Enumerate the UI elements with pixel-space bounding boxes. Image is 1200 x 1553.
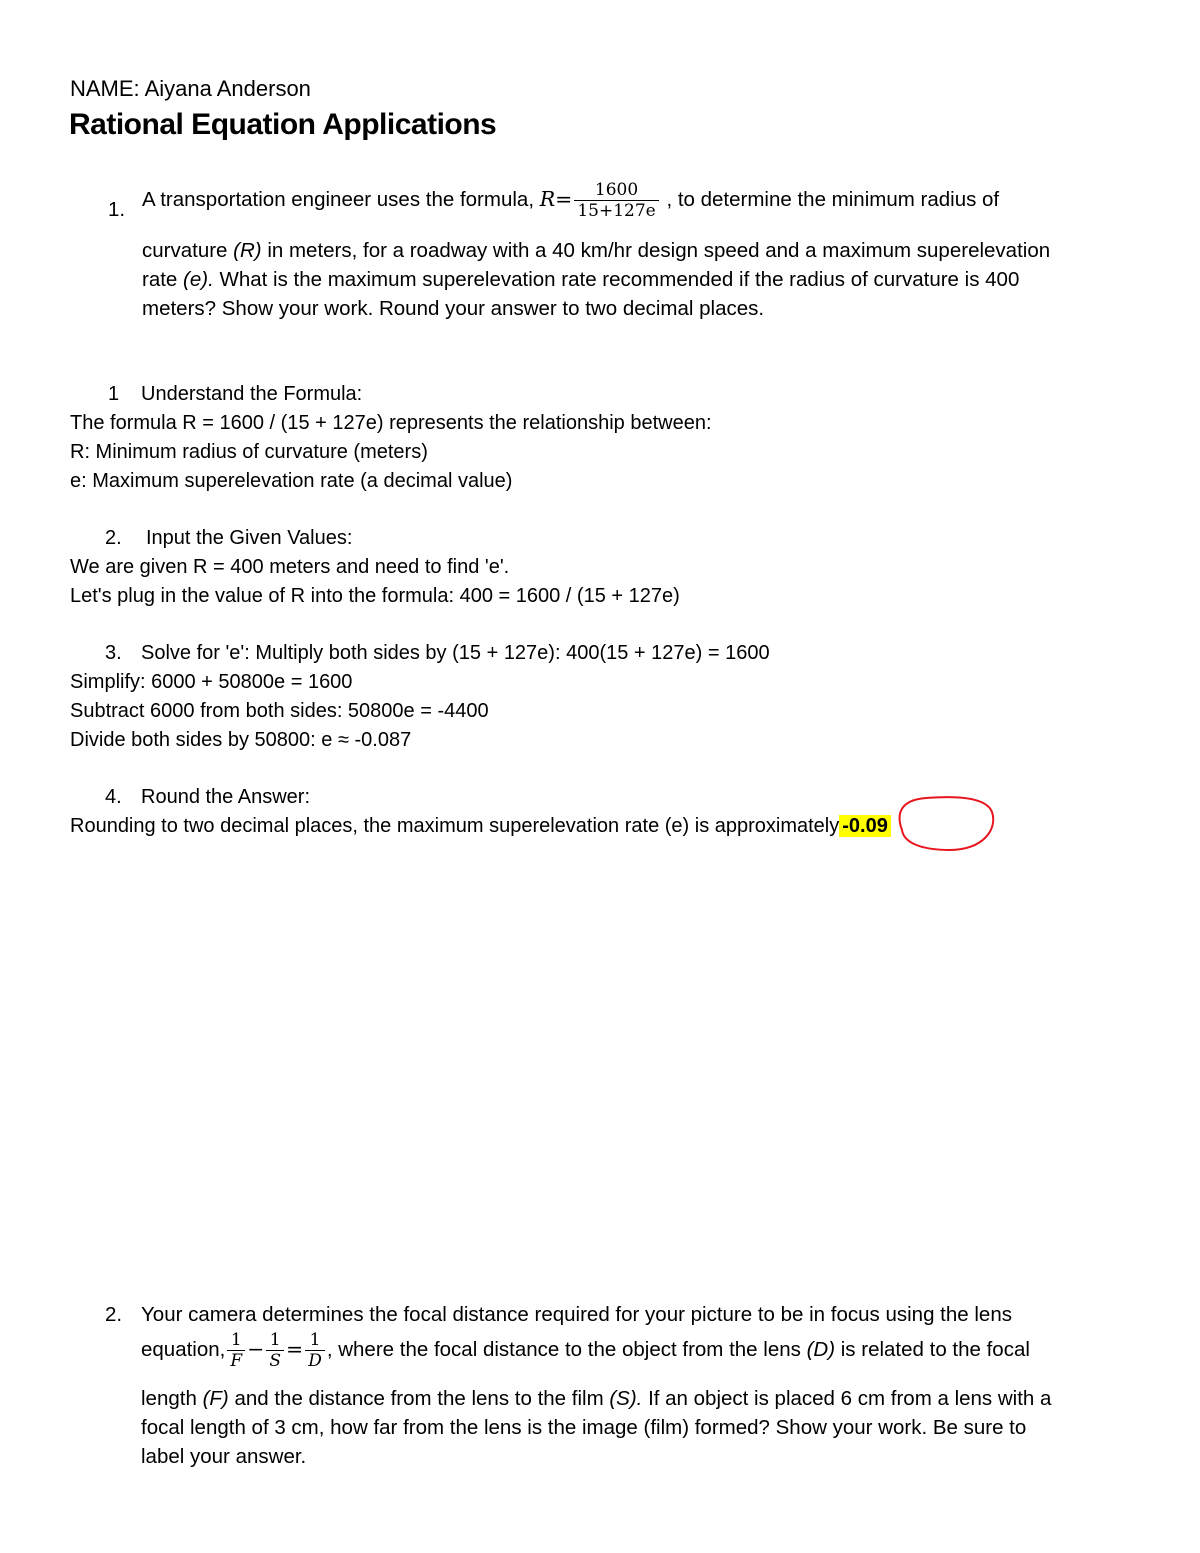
final-answer-highlight: -0.09 <box>839 815 891 837</box>
question2-number: 2. <box>105 1303 123 1326</box>
question2-line3: length (F) and the distance from the lens to the film (S). If an object is placed 6 cm from a lens with a <box>141 1387 1052 1410</box>
question2-line5: label your answer. <box>141 1445 307 1468</box>
question2-line2: equation, $\frac{1}{F}$ − $\frac{1}{S}$ = $\frac{1}{D}$ , where the focal distance to the object from the lens (D) is related to the focal <box>141 1330 1030 1371</box>
step4-number: 4. <box>105 786 122 808</box>
equals-sign: = <box>286 1336 304 1361</box>
step2-number: 2. <box>105 527 122 549</box>
step4-text: Rounding to two decimal places, the maximum superelevation rate (e) is approximately <box>70 815 840 837</box>
question2-line1: Your camera determines the focal distance required for your picture to be in focus using the lens <box>141 1303 1012 1326</box>
step3-title: Solve for 'e': Multiply both sides by (15 + 127e): 400(15 + 127e) = 1600 <box>141 642 770 664</box>
page-title: Rational Equation Applications <box>69 108 497 141</box>
lens-fraction-1: $\frac{1}{F}$ <box>227 1330 245 1371</box>
question1-text-before: A transportation engineer uses the formula, <box>142 187 535 211</box>
step1-line3: e: Maximum superelevation rate (a decimal value) <box>70 470 513 492</box>
name-line: NAME: Aiyana Anderson <box>70 76 311 101</box>
step1-number: 1 <box>108 383 120 405</box>
step2-line1: We are given R = 400 meters and need to find 'e'. <box>70 556 510 578</box>
step3-line3: Divide both sides by 50800: e ≈ -0.087 <box>70 729 412 751</box>
question2-line4: focal length of 3 cm, how far from the lens is the image (film) formed? Show your work. Be sure to <box>141 1416 1027 1439</box>
step4-line1 <box>70 815 891 838</box>
question1-line1 <box>142 180 999 221</box>
question1-line4: meters? Show your work. Round your answer to two decimal places. <box>142 297 765 320</box>
step1-line1: The formula R = 1600 / (15 + 127e) represents the relationship between: <box>70 412 712 434</box>
step3-number: 3. <box>105 642 122 664</box>
step2-title: Input the Given Values: <box>146 527 353 549</box>
question1-text-after: , to determine the minimum radius of <box>666 187 1000 211</box>
step3-line1: Simplify: 6000 + 50800e = 1600 <box>70 671 353 693</box>
step2-line2: Let's plug in the value of R into the formula: 400 = 1600 / (15 + 127e) <box>70 585 680 607</box>
question1-formula-denominator: 15+127e <box>577 201 656 221</box>
question1-number: 1. <box>108 198 126 221</box>
step3-line2: Subtract 6000 from both sides: 50800e = -4400 <box>70 700 489 722</box>
question1-line2: curvature (R) in meters, for a roadway with a 40 km/hr design speed and a maximum superelevation <box>142 239 1051 262</box>
step4-title: Round the Answer: <box>141 786 310 808</box>
lens-fraction-2: $\frac{1}{S}$ <box>266 1330 284 1371</box>
step1-title: Understand the Formula: <box>141 383 363 405</box>
red-circle-annotation <box>890 790 1000 858</box>
question1-line3: rate (e). What is the maximum superelevation rate recommended if the radius of curvature is 400 <box>142 268 1020 291</box>
lens-fraction-3: $\frac{1}{D}$ <box>305 1330 325 1371</box>
minus-sign: − <box>247 1336 265 1361</box>
question1-formula-numerator: 1600 <box>574 180 658 201</box>
step1-line2: R: Minimum radius of curvature (meters) <box>70 441 428 463</box>
question2-eq-prefix: equation, <box>141 1337 226 1361</box>
question1-formula-lhs: R= <box>539 186 573 211</box>
question1-formula-fraction <box>574 180 658 221</box>
